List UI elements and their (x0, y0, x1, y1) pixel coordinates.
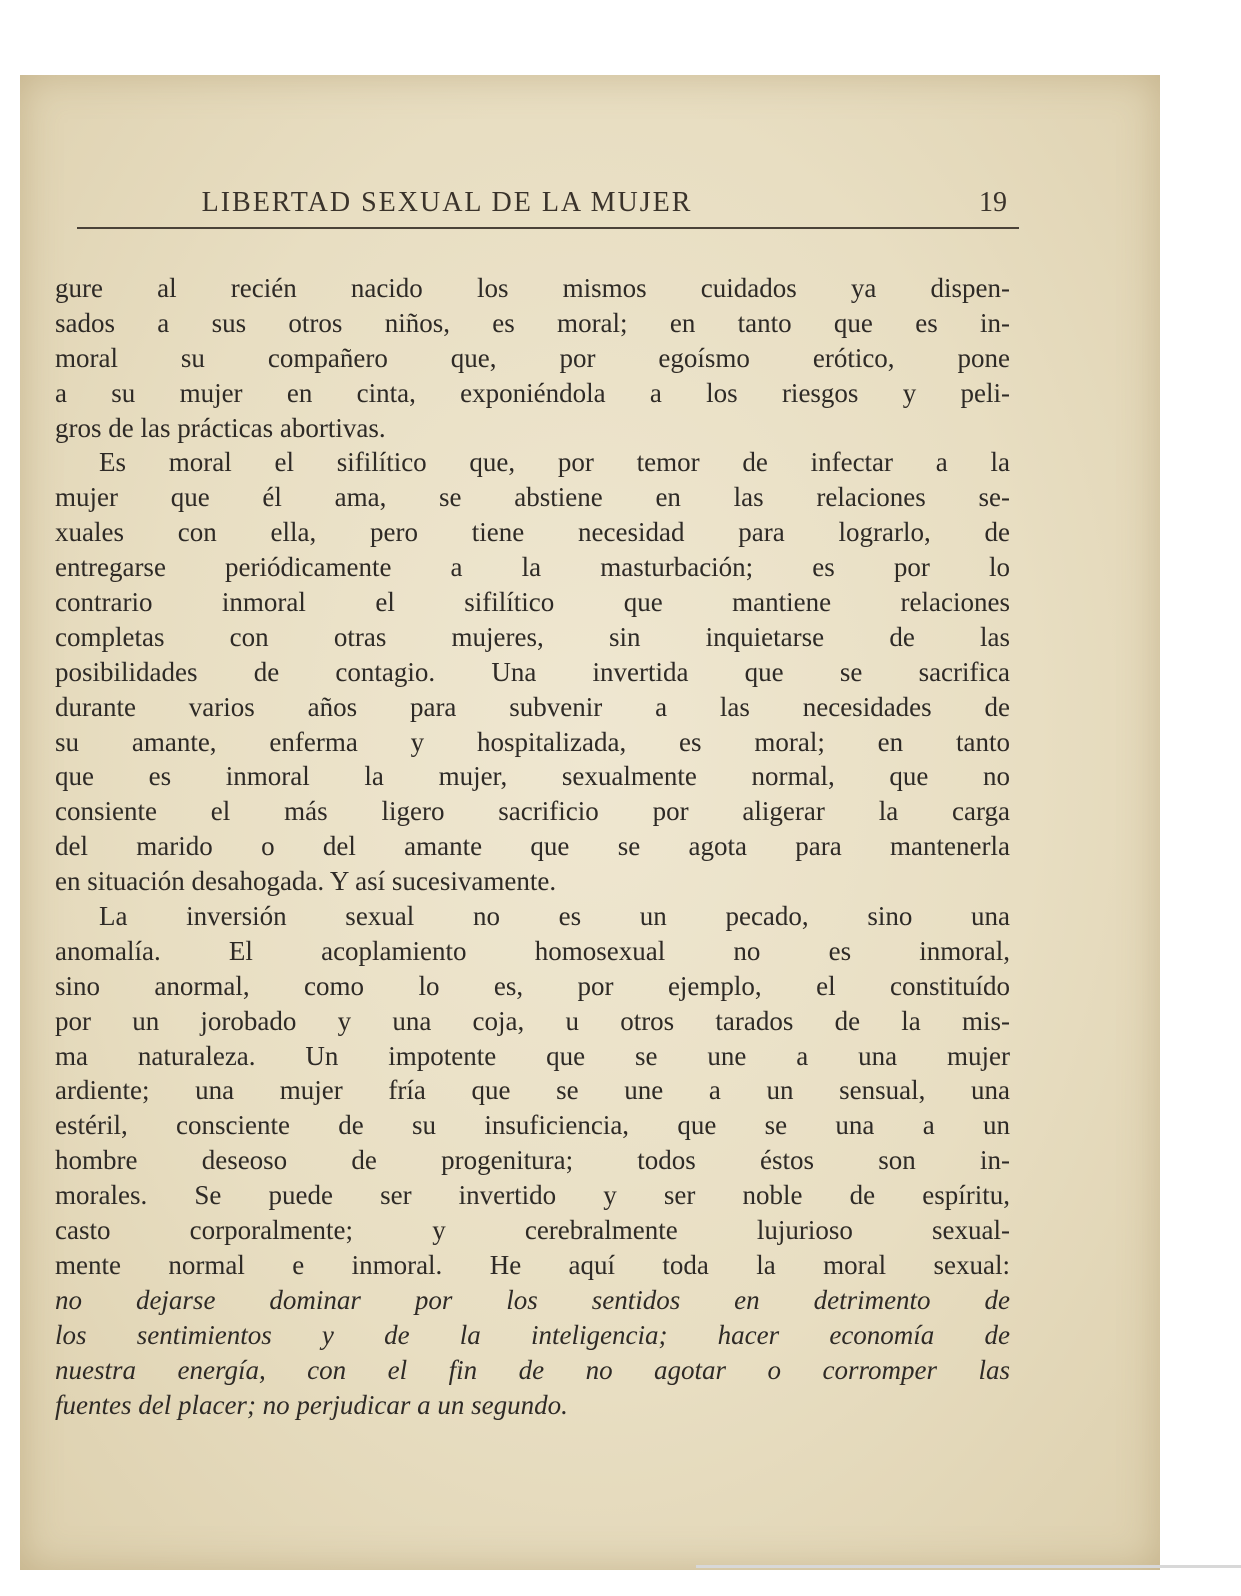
text-line: del marido o del amante que se agota para mantenerla (55, 831, 1010, 862)
text-line: gure al recién nacido los mismos cuidados ya dispen- (55, 273, 1010, 303)
header-rule (77, 227, 1019, 229)
text-line: Es moral el sifilítico que, por temor de infectar a la (99, 447, 1010, 478)
text-line: fuentes del placer; no perjudicar a un segundo. (55, 1389, 568, 1420)
text-line: estéril, consciente de su insuficiencia, que se una a un (55, 1110, 1010, 1141)
text-line: a su mujer en cinta, exponiéndola a los riesgos y peli- (55, 377, 1010, 408)
text-line: morales. Se puede ser invertido y ser noble de espíritu, (55, 1180, 1010, 1211)
text-line: nuestra energía, con el fin de no agotar o corromper las (55, 1354, 1010, 1385)
scan-edge-mark (696, 1565, 1241, 1568)
text-line: por un jorobado y una coja, u otros tarados de la mis- (55, 1005, 1010, 1036)
text-line: anomalía. El acoplamiento homosexual no es inmoral, (55, 935, 1010, 966)
text-line: contrario inmoral el sifilítico que mantiene relaciones (55, 587, 1010, 618)
running-header (77, 187, 1017, 227)
text-line: durante varios años para subvenir a las necesidades de (55, 691, 1010, 722)
text-line: que es inmoral la mujer, sexualmente normal, que no (55, 761, 1010, 792)
text-line: los sentimientos y de la inteligencia; hacer economía de (55, 1319, 1010, 1350)
text-line: en situación desahogada. Y así sucesivamente. (55, 866, 557, 897)
text-line: no dejarse dominar por los sentidos en detrimento de (55, 1284, 1010, 1315)
text-line: entregarse periódicamente a la masturbación; es por lo (55, 552, 1010, 583)
text-line: xuales con ella, pero tiene necesidad para lograrlo, de (55, 517, 1010, 548)
text-line: gros de las prácticas abortivas. (55, 412, 386, 443)
text-line: casto corporalmente; y cerebralmente lujurioso sexual- (55, 1215, 1010, 1246)
page-number: 19 (979, 187, 1007, 218)
text-line: posibilidades de contagio. Una invertida que se sacrifica (55, 656, 1010, 687)
text-line: moral su compañero que, por egoísmo erótico, pone (55, 342, 1010, 373)
text-line: su amante, enferma y hospitalizada, es moral; en tanto (55, 726, 1010, 757)
book-page (20, 75, 1160, 1570)
text-line: mente normal e inmoral. He aquí toda la moral sexual: (55, 1249, 1010, 1280)
text-line: completas con otras mujeres, sin inquietarse de las (55, 621, 1010, 652)
text-line: hombre deseoso de progenitura; todos éstos son in- (55, 1145, 1010, 1176)
text-line: sino anormal, como lo es, por ejemplo, el constituído (55, 970, 1010, 1001)
text-line: ma naturaleza. Un impotente que se une a una mujer (55, 1040, 1010, 1071)
text-line: sados a sus otros niños, es moral; en tanto que es in- (55, 307, 1010, 338)
text-line: ardiente; una mujer fría que se une a un sensual, una (55, 1075, 1010, 1106)
text-line: mujer que él ama, se abstiene en las relaciones se- (55, 482, 1010, 513)
text-line: La inversión sexual no es un pecado, sino una (99, 901, 1010, 932)
text-line: consiente el más ligero sacrificio por aligerar la carga (55, 796, 1010, 827)
body-text (55, 271, 1010, 1422)
running-title: LIBERTAD SEXUAL DE LA MUJER (201, 187, 693, 218)
